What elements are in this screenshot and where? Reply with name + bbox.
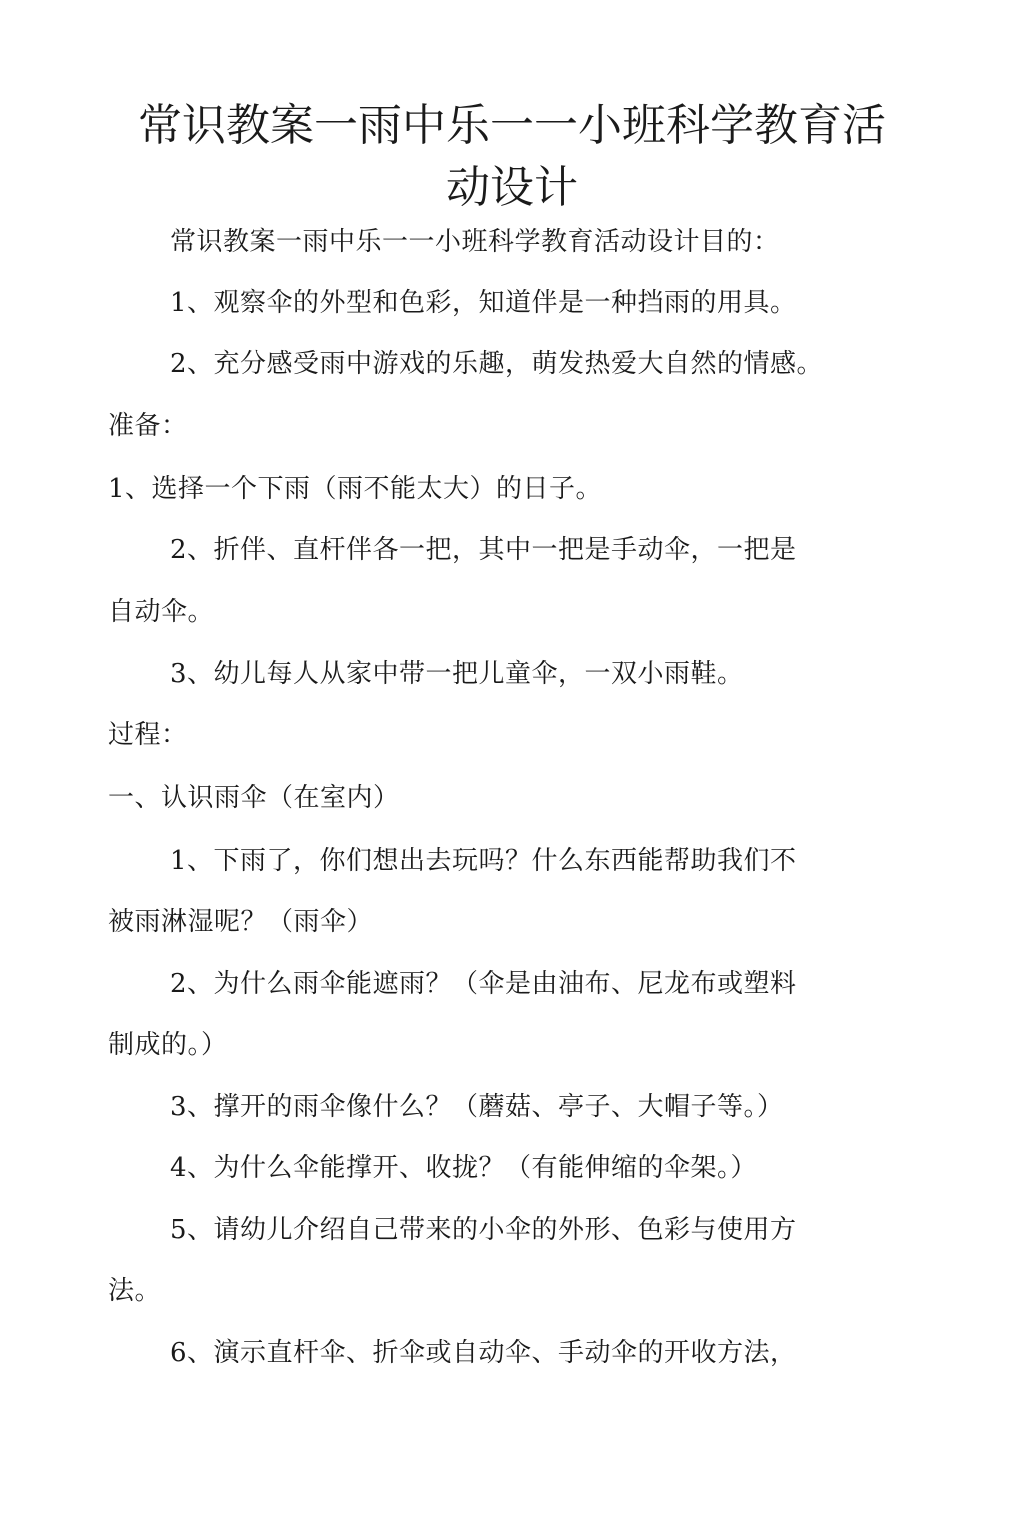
process-heading: 过程： bbox=[108, 720, 188, 750]
preparation-heading: 准备： bbox=[108, 411, 188, 441]
process-step-2-cont: 制成的。） bbox=[108, 1030, 228, 1060]
process-step-6: 6、演示直杆伞、折伞或自动伞、手动伞的开收方法， bbox=[170, 1338, 797, 1368]
document-title-line-1: 常识教案一雨中乐一一小班科学教育活 bbox=[138, 100, 886, 151]
process-section-1: 一、认识雨伞（在室内） bbox=[108, 783, 400, 813]
preparation-item-3: 3、幼儿每人从家中带一把儿童伞，一双小雨鞋。 bbox=[170, 659, 744, 689]
process-step-2: 2、为什么雨伞能遮雨？（伞是由油布、尼龙布或塑料 bbox=[170, 969, 797, 999]
process-step-5: 5、请幼儿介绍自己带来的小伞的外形、色彩与使用方 bbox=[170, 1215, 797, 1245]
process-step-5-cont: 法。 bbox=[108, 1276, 162, 1306]
process-step-4: 4、为什么伞能撑开、收拢？（有能伸缩的伞架。） bbox=[170, 1153, 758, 1183]
preparation-item-2: 2、折伴、直杆伴各一把，其中一把是手动伞，一把是 bbox=[170, 535, 797, 565]
purpose-item-1: 1、观察伞的外型和色彩，知道伴是一种挡雨的用具。 bbox=[170, 288, 797, 318]
preparation-item-2-cont: 自动伞。 bbox=[108, 597, 215, 627]
process-step-1: 1、下雨了，你们想出去玩吗？什么东西能帮助我们不 bbox=[170, 846, 797, 876]
purpose-item-2: 2、充分感受雨中游戏的乐趣，萌发热爱大自然的情感。 bbox=[170, 349, 824, 379]
process-step-1-cont: 被雨淋湿呢？（雨伞） bbox=[108, 907, 374, 937]
purpose-heading: 常识教案一雨中乐一一小班科学教育活动设计目的： bbox=[170, 227, 780, 257]
document-title-line-2: 动设计 bbox=[446, 162, 578, 213]
process-step-3: 3、撑开的雨伞像什么？（蘑菇、亭子、大帽子等。） bbox=[170, 1092, 784, 1122]
preparation-item-1: 1、选择一个下雨（雨不能太大）的日子。 bbox=[108, 474, 603, 504]
